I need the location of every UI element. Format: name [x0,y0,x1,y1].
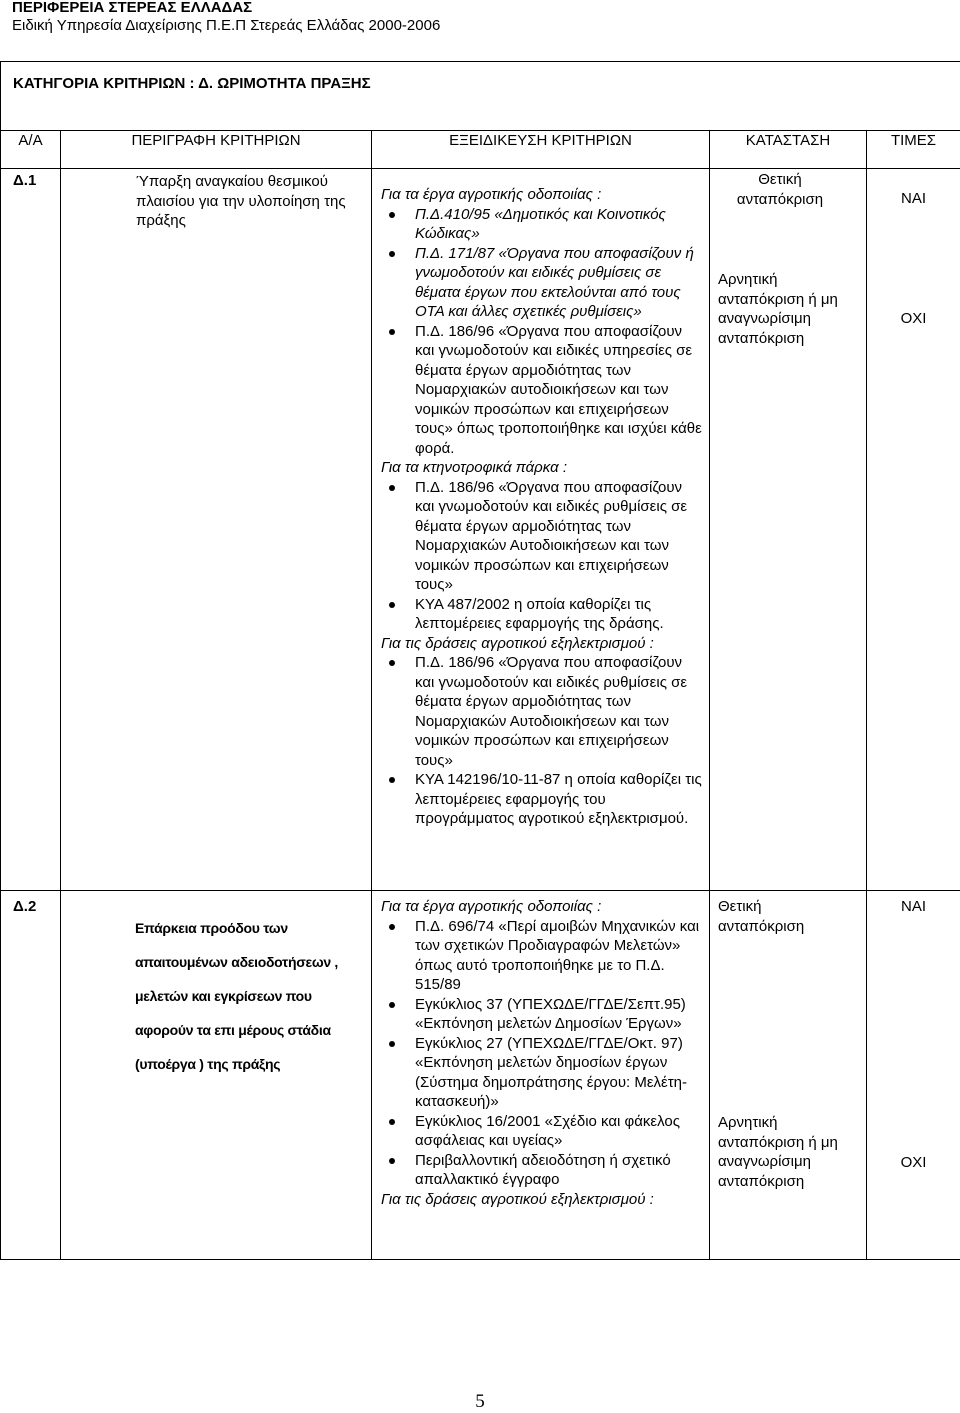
list-item: Π.Δ.410/95 «Δημοτικός και Κοινοτικός Κώδικας» [381,205,703,244]
group-heading: Για τα κτηνοτροφικά πάρκα : [381,459,567,476]
col-header-aa: Α/Α [1,131,61,169]
group-heading: Για τις δράσεις αγροτικού εξηλεκτρισμού : [381,634,654,652]
col-header-values: ΤΙΜΕΣ [867,131,960,169]
value-negative: ΟΧΙ [900,1153,927,1171]
row-values [867,891,960,1260]
table-row [1,891,960,1260]
list-item: ΚΥΑ 487/2002 η οποία καθορίζει τις λεπτομέρειες εφαρμογής της δράσης. [381,595,703,634]
row-specification [372,169,710,891]
value-negative: ΟΧΙ [900,309,927,327]
group-heading: Για τις δράσεις αγροτικού εξηλεκτρισμού : [381,1190,654,1208]
list-item: Π.Δ. 696/74 «Περί αμοιβών Μηχανικών και των σχετικών Προδιαγραφών Μελετών» όπως αυτό τροποποιήθηκε με το Π.Δ. 515/89 [381,917,703,995]
col-header-description: ΠΕΡΙΓΡΑΦΗ ΚΡΙΤΗΡΙΩΝ [61,131,372,169]
bullet-list [381,205,703,459]
row-status [710,169,867,891]
group-heading: Για τα έργα αγροτικής οδοποιίας : [381,898,602,915]
status-negative: Αρνητική ανταπόκριση ή μη αναγνωρίσιμη ανταπόκριση [718,271,838,347]
bullet-list [381,478,703,634]
list-item: Π.Δ. 171/87 «Όργανα που αποφασίζουν ή γνωμοδοτούν και ειδικές ρυθμίσεις σε θέματα έργων που εκτελούνται από τους ΟΤΑ και άλλες σχετικές ρυθμίσεις» [381,244,703,322]
row-values [867,169,960,891]
list-item: Π.Δ. 186/96 «Όργανα που αποφασίζουν και γνωμοδοτούν και ειδικές ρυθμίσεις σε θέματα έργων αρμοδιότητας των Νομαρχιακών Αυτοδιοικήσεων και των νομικών προσώπων και επιχειρήσεων τους» [381,478,703,595]
status-negative: Αρνητική ανταπόκριση ή μη αναγνωρίσιμη ανταπόκριση [718,1114,838,1190]
list-item: Περιβαλλοντική αδειοδότηση ή σχετικό απαλλακτικό έγγραφο [381,1151,703,1190]
list-item: Εγκύκλιος 16/2001 «Σχέδιο και φάκελος ασφάλειας και υγείας» [381,1112,703,1151]
list-item: Εγκύκλιος 37 (ΥΠΕΧΩΔΕ/ΓΓΔΕ/Σεπτ.95) «Εκπόνηση μελετών Δημοσίων Έργων» [381,995,703,1034]
table-row [1,169,960,891]
criteria-table [0,61,960,1260]
row-description: Επάρκεια προόδου των απαιτουμένων αδειοδοτήσεων , μελετών και εγκρίσεων που αφορούν τα επι μέρους στάδια (υποέργα ) της πράξης [61,891,372,1260]
category-row [1,62,960,131]
value-positive: ΝΑΙ [901,898,927,915]
row-id: Δ.2 [1,891,61,1260]
list-item: Π.Δ. 186/96 «Όργανα που αποφασίζουν και γνωμοδοτούν και ειδικές υπηρεσίες σε θέματα έργων αρμοδιότητας των Νομαρχιακών αυτοδιοικήσεων και των νομικών προσώπων και επιχειρήσεων τους» όπως τροποποιήθηκε και ισχύει κάθε φορά. [381,322,703,459]
group-heading: Για τα έργα αγροτικής οδοποιίας : [381,186,602,203]
row-id: Δ.1 [1,169,61,891]
row-specification [372,891,710,1260]
page-number: 5 [475,1391,485,1412]
status-positive: Θετική ανταπόκριση [736,171,824,208]
list-item: ΚΥΑ 142196/10-11-87 η οποία καθορίζει τις λεπτομέρειες εφαρμογής του προγράμματος αγροτικού εξηλεκτρισμού. [381,770,703,829]
bullet-list [381,653,703,829]
list-item: Π.Δ. 186/96 «Όργανα που αποφασίζουν και γνωμοδοτούν και ειδικές ρυθμίσεις σε θέματα έργων αρμοδιότητας των Νομαρχιακών Αυτοδιοικήσεων και των νομικών προσώπων και επιχειρήσεων τους» [381,653,703,770]
bullet-list [381,917,703,1190]
value-positive: ΝΑΙ [901,190,927,207]
row-status [710,891,867,1260]
column-header-row [1,131,960,169]
col-header-specification: ΕΞΕΙΔΙΚΕΥΣΗ ΚΡΙΤΗΡΙΩΝ [372,131,710,169]
col-header-status: ΚΑΤΑΣΤΑΣΗ [710,131,867,169]
region-title: ΠΕΡΙΦΕΡΕΙΑ ΣΤΕΡΕΑΣ ΕΛΛΑΔΑΣ [12,0,253,16]
authority-subtitle: Ειδική Υπηρεσία Διαχείρισης Π.Ε.Π Στερεάς Ελλάδας 2000-2006 [12,17,441,34]
status-positive: Θετική ανταπόκριση [718,898,805,935]
list-item: Εγκύκλιος 27 (ΥΠΕΧΩΔΕ/ΓΓΔΕ/Οκτ. 97) «Εκπόνηση μελετών δημοσίων έργων (Σύστημα δημοπράτησης έργου: Μελέτη-κατασκευή)» [381,1034,703,1112]
row-description: Ύπαρξη αναγκαίου θεσμικού πλαισίου για την υλοποίηση της πράξης [61,169,372,891]
category-title: ΚΑΤΗΓΟΡΙΑ ΚΡΙΤΗΡΙΩΝ : Δ. ΩΡΙΜΟΤΗΤΑ ΠΡΑΞΗΣ [1,62,960,131]
